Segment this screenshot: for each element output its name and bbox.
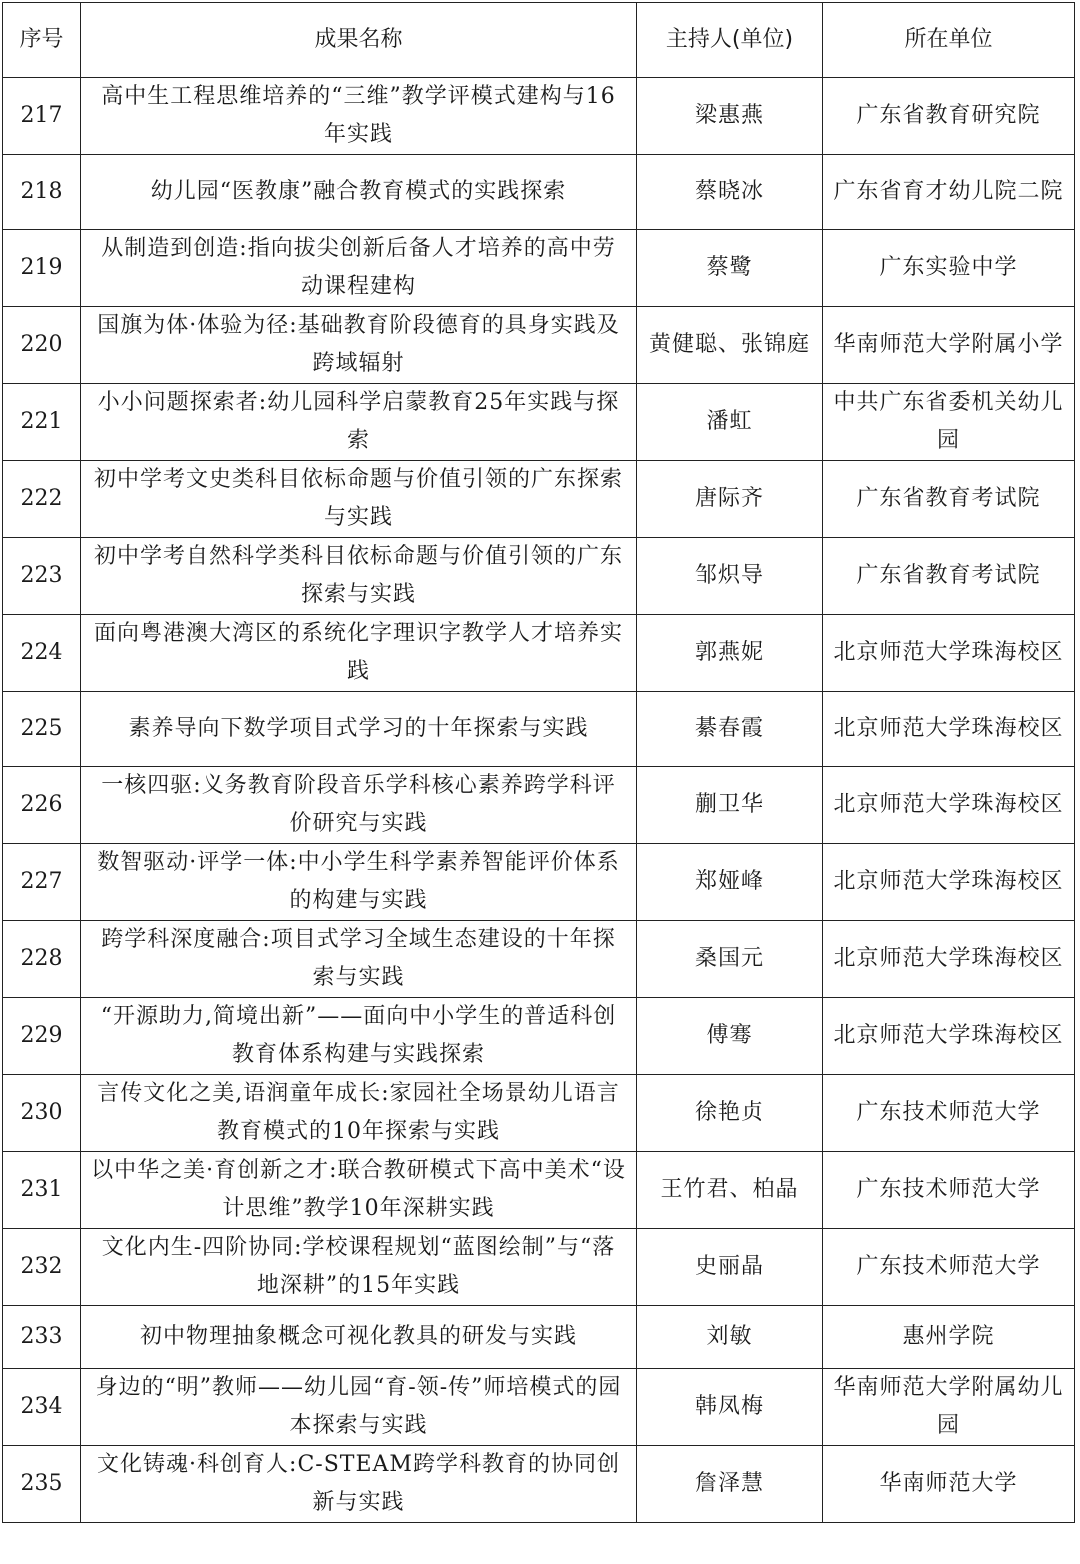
table-row	[3, 767, 1075, 844]
header-host: 主持人(单位)	[637, 3, 823, 78]
unit-name: 北京师范大学珠海校区	[823, 767, 1075, 844]
achievement-title: 数智驱动·评学一体:中小学生科学素养智能评价体系的构建与实践	[81, 844, 637, 921]
row-number: 235	[3, 1446, 81, 1523]
row-number: 232	[3, 1229, 81, 1306]
host-name: 史丽晶	[637, 1229, 823, 1306]
row-number: 231	[3, 1152, 81, 1229]
unit-name: 广东技术师范大学	[823, 1075, 1075, 1152]
host-name: 潘虹	[637, 384, 823, 461]
table-row	[3, 230, 1075, 307]
achievement-title: 面向粤港澳大湾区的系统化字理识字教学人才培养实践	[81, 615, 637, 692]
achievement-title: 文化内生-四阶协同:学校课程规划“蓝图绘制”与“落地深耕”的15年实践	[81, 1229, 637, 1306]
row-number: 220	[3, 307, 81, 384]
achievement-title: 国旗为体·体验为径:基础教育阶段德育的具身实践及跨域辐射	[81, 307, 637, 384]
header-row	[3, 3, 1075, 78]
table-row	[3, 461, 1075, 538]
table-row	[3, 921, 1075, 998]
unit-name: 北京师范大学珠海校区	[823, 692, 1075, 767]
host-name: 黄健聪、张锦庭	[637, 307, 823, 384]
header-title: 成果名称	[81, 3, 637, 78]
row-number: 227	[3, 844, 81, 921]
table-row	[3, 1446, 1075, 1523]
host-name: 邹炽导	[637, 538, 823, 615]
row-number: 217	[3, 78, 81, 155]
host-name: 蔡鹭	[637, 230, 823, 307]
achievement-title: 一核四驱:义务教育阶段音乐学科核心素养跨学科评价研究与实践	[81, 767, 637, 844]
achievement-title: 身边的“明”教师——幼儿园“育-领-传”师培模式的园本探索与实践	[81, 1369, 637, 1446]
table-row	[3, 1369, 1075, 1446]
row-number: 229	[3, 998, 81, 1075]
achievement-title: 初中学考自然科学类科目依标命题与价值引领的广东探索与实践	[81, 538, 637, 615]
row-number: 221	[3, 384, 81, 461]
host-name: 桑国元	[637, 921, 823, 998]
table-row	[3, 78, 1075, 155]
host-name: 韩凤梅	[637, 1369, 823, 1446]
table-row	[3, 844, 1075, 921]
achievement-title: 高中生工程思维培养的“三维”教学评模式建构与16年实践	[81, 78, 637, 155]
unit-name: 惠州学院	[823, 1306, 1075, 1369]
unit-name: 华南师范大学附属小学	[823, 307, 1075, 384]
row-number: 218	[3, 155, 81, 230]
unit-name: 北京师范大学珠海校区	[823, 921, 1075, 998]
achievement-title: 幼儿园“医教康”融合教育模式的实践探索	[81, 155, 637, 230]
unit-name: 广东省教育研究院	[823, 78, 1075, 155]
unit-name: 华南师范大学附属幼儿园	[823, 1369, 1075, 1446]
table-row	[3, 998, 1075, 1075]
host-name: 郭燕妮	[637, 615, 823, 692]
unit-name: 广东技术师范大学	[823, 1229, 1075, 1306]
achievement-title: 从制造到创造:指向拔尖创新后备人才培养的高中劳动课程建构	[81, 230, 637, 307]
host-name: 唐际齐	[637, 461, 823, 538]
table-row	[3, 307, 1075, 384]
unit-name: 华南师范大学	[823, 1446, 1075, 1523]
unit-name: 北京师范大学珠海校区	[823, 615, 1075, 692]
host-name: 刘敏	[637, 1306, 823, 1369]
row-number: 222	[3, 461, 81, 538]
unit-name: 广东省育才幼儿院二院	[823, 155, 1075, 230]
host-name: 蔡晓冰	[637, 155, 823, 230]
table-row	[3, 1075, 1075, 1152]
achievement-title: 文化铸魂·科创育人:C-STEAM跨学科教育的协同创新与实践	[81, 1446, 637, 1523]
header-unit: 所在单位	[823, 3, 1075, 78]
achievement-title: 初中物理抽象概念可视化教具的研发与实践	[81, 1306, 637, 1369]
achievement-title: 跨学科深度融合:项目式学习全域生态建设的十年探索与实践	[81, 921, 637, 998]
achievement-title: 言传文化之美,语润童年成长:家园社全场景幼儿语言教育模式的10年探索与实践	[81, 1075, 637, 1152]
unit-name: 广东技术师范大学	[823, 1152, 1075, 1229]
achievement-title: 以中华之美·育创新之才:联合教研模式下高中美术“设计思维”教学10年深耕实践	[81, 1152, 637, 1229]
table-row	[3, 1229, 1075, 1306]
unit-name: 中共广东省委机关幼儿园	[823, 384, 1075, 461]
host-name: 詹泽慧	[637, 1446, 823, 1523]
unit-name: 广东实验中学	[823, 230, 1075, 307]
row-number: 223	[3, 538, 81, 615]
row-number: 219	[3, 230, 81, 307]
table-row	[3, 1306, 1075, 1369]
table-row	[3, 538, 1075, 615]
row-number: 225	[3, 692, 81, 767]
unit-name: 广东省教育考试院	[823, 461, 1075, 538]
row-number: 230	[3, 1075, 81, 1152]
host-name: 徐艳贞	[637, 1075, 823, 1152]
table-row	[3, 692, 1075, 767]
table-row	[3, 155, 1075, 230]
host-name: 綦春霞	[637, 692, 823, 767]
row-number: 226	[3, 767, 81, 844]
achievement-title: 素养导向下数学项目式学习的十年探索与实践	[81, 692, 637, 767]
table-row	[3, 1152, 1075, 1229]
table-row	[3, 384, 1075, 461]
row-number: 234	[3, 1369, 81, 1446]
unit-name: 广东省教育考试院	[823, 538, 1075, 615]
header-no: 序号	[3, 3, 81, 78]
achievements-table	[2, 2, 1075, 1523]
unit-name: 北京师范大学珠海校区	[823, 998, 1075, 1075]
row-number: 228	[3, 921, 81, 998]
host-name: 傅骞	[637, 998, 823, 1075]
host-name: 蒯卫华	[637, 767, 823, 844]
host-name: 郑娅峰	[637, 844, 823, 921]
host-name: 梁惠燕	[637, 78, 823, 155]
achievement-title: “开源助力,简境出新”——面向中小学生的普适科创教育体系构建与实践探索	[81, 998, 637, 1075]
host-name: 王竹君、柏晶	[637, 1152, 823, 1229]
row-number: 224	[3, 615, 81, 692]
achievement-title: 初中学考文史类科目依标命题与价值引领的广东探索与实践	[81, 461, 637, 538]
achievement-title: 小小问题探索者:幼儿园科学启蒙教育25年实践与探索	[81, 384, 637, 461]
table-row	[3, 615, 1075, 692]
unit-name: 北京师范大学珠海校区	[823, 844, 1075, 921]
row-number: 233	[3, 1306, 81, 1369]
